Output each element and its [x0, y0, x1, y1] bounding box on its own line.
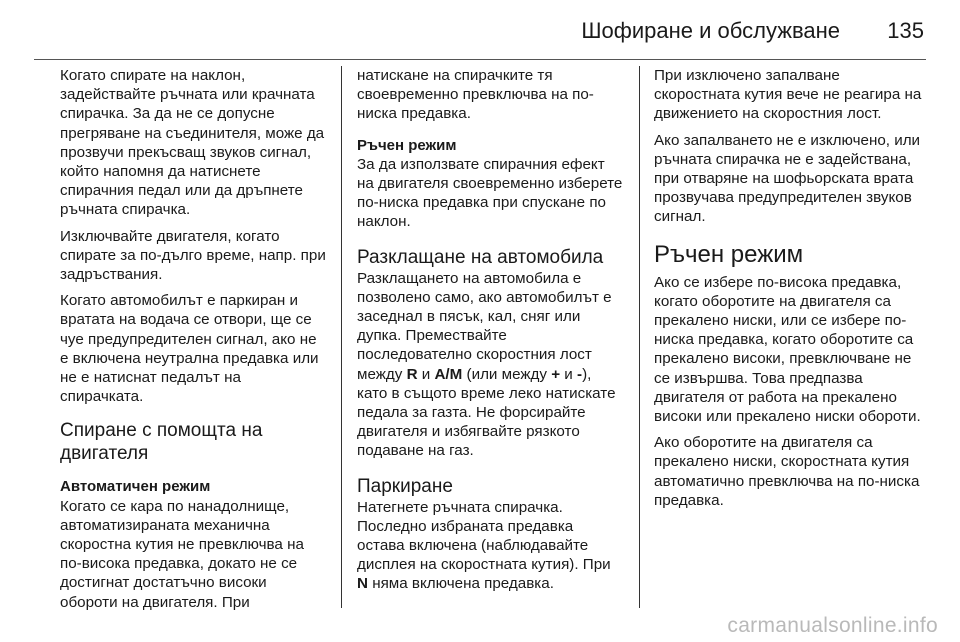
- paragraph: Когато спирате на наклон, задействайте ръчната или крачната спирачка. За да не се допусне прегряване на съединителя, може да прозвучи прекъсващ звуков сигнал, който напомня да натиснете спирачния педал или да дръпнете ръчната спирачка.: [60, 67, 325, 219]
- column-divider-2: [639, 66, 640, 608]
- paragraph: Ако запалването не е изключено, или ръчната спирачка не е задействана, при отваряне на шофьорската врата прозвучава предупредителен звуков сигнал.: [654, 131, 921, 226]
- watermark: carmanualsonline.info: [727, 614, 938, 637]
- column-3: [654, 66, 926, 611]
- subheading: Ръчен режим: [357, 136, 457, 154]
- section-heading: Спиране с помощта на двигателя: [60, 420, 263, 465]
- section-title: Шофиране и обслужване: [581, 18, 840, 43]
- subheading: Автоматичен режим: [60, 478, 211, 496]
- gear-n-label: N: [357, 575, 368, 593]
- column-1: [60, 66, 326, 611]
- gear-plus-label: +: [551, 365, 561, 383]
- gear-am-label: A/M: [434, 365, 463, 383]
- column-2: [357, 66, 625, 611]
- header-divider: [34, 59, 926, 60]
- paragraph: Натегнете ръчната спирачка. Последно избраната предавка остава включена (наблюдавайте дисплея на скоростната кутия). При N няма включена предавка.: [357, 498, 611, 593]
- paragraph: При изключено запалване скоростната кутия вече не реагира на движението на скоростния лост.: [654, 67, 922, 123]
- paragraph: Изключвайте двигателя, когато спирате за по-дълго време, напр. при задръствания.: [60, 227, 326, 284]
- section-heading: Ръчен режим: [654, 240, 804, 268]
- paragraph: За да използвате спирачния ефект на двигателя своевременно изберете по-ниска предавка при спускане по наклон.: [357, 155, 623, 231]
- paragraph: натискане на спирачките тя своевременно превключва на по-ниска предавка.: [357, 67, 594, 123]
- section-heading: Паркиране: [357, 475, 453, 497]
- gear-r-label: R: [406, 365, 418, 383]
- gear-minus-label: -: [577, 365, 583, 383]
- paragraph: Ако оборотите на двигателя са прекалено ниски, скоростната кутия автоматично превключва на по-ниска предавка.: [654, 434, 920, 509]
- paragraph: Разклащането на автомобила е позволено само, ако автомобилът е заседнал в пясък, кал, сняг или дупка. Премествайте последователно скоростния лост между R и A/M (или между + и -), като в същото време леко натискате педала за газта. Не форсирайте двигателя и избягвайте рязкото подаване на газ.: [357, 269, 616, 460]
- paragraph: Когато автомобилът е паркиран и вратата на водача се отвори, ще се чуе предупредителен сигнал, ако не е включена неутрална предавка или не е натиснат педалът на спирачката.: [60, 292, 319, 406]
- section-heading: Разклащане на автомобила: [357, 246, 604, 268]
- paragraph: Когато се кара по нанадолнище, автоматизираната механична скоростна кутия не превключва на по-висока предавка, докато не се достигнат достатъчно високи обороти на двигателя. При: [60, 497, 304, 611]
- paragraph: Ако се избере по-висока предавка, когато оборотите на двигателя са прекалено ниски, или се избере по-ниска предавка, когато оборотите са прекалено високи, превключване не се извършва. Това предпазва двигателя от работа на прекалено високи или прекалено ниски обороти.: [654, 273, 921, 426]
- page-number: 135: [887, 18, 924, 43]
- column-divider-1: [341, 66, 342, 608]
- page-header: [34, 14, 924, 48]
